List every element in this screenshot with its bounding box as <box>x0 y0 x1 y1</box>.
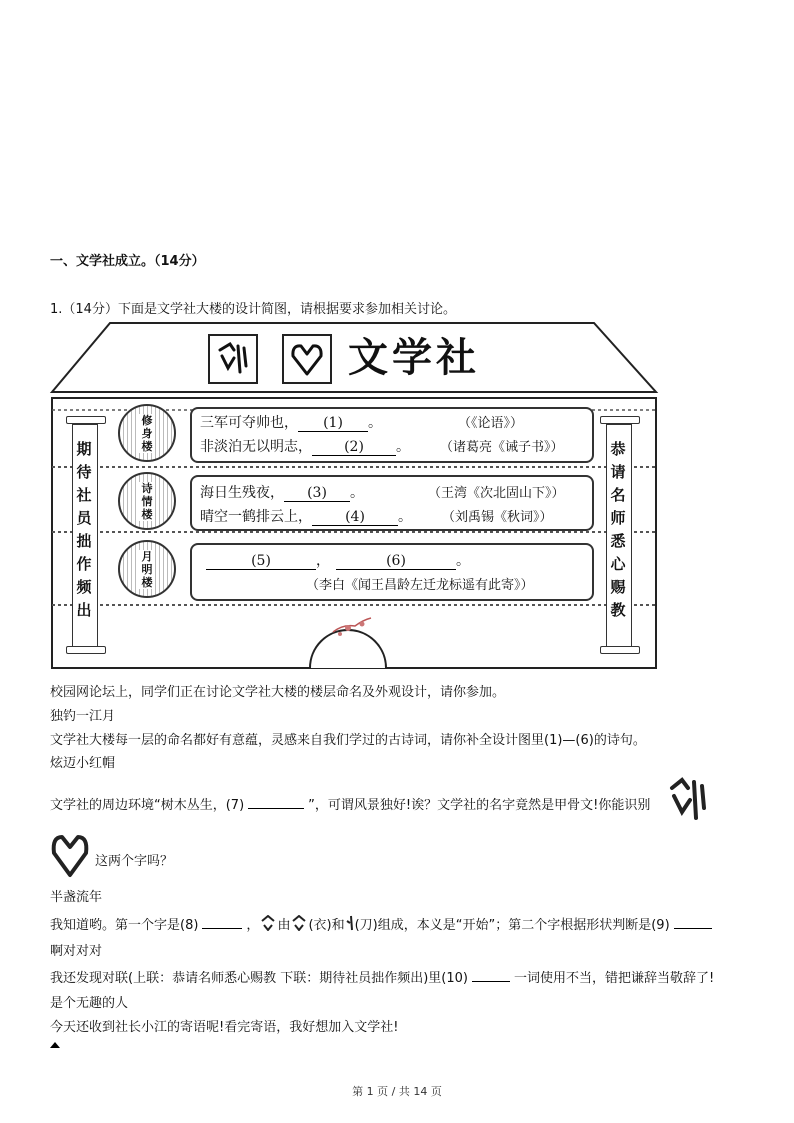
left-scroll-bottom <box>66 646 106 654</box>
paragraph-3: 文学社大楼每一层的命名都好有意蕴，灵感来自我们学过的古诗词，请你补全设计图里(1)—(6)的诗句。 <box>50 733 646 748</box>
verse-1: 三军可夺帅也， (1) 。 <box>200 415 382 431</box>
blank-10[interactable] <box>472 969 510 982</box>
page-footer: 第 1 页 / 共 14 页 <box>352 1085 442 1098</box>
verse-5-6: (5) ， (6) 。 <box>206 550 470 570</box>
collapse-arrow-icon[interactable] <box>50 1042 60 1048</box>
oracle-glyph-heart-icon <box>284 336 330 382</box>
paragraph-10: 我还发现对联(上联：恭请名师悉心赐教 下联：期待社员拙作频出)里(10) 一词使用不当，错把谦辞当敬辞了! <box>50 971 715 986</box>
right-scroll-bottom <box>600 646 640 654</box>
verse-5-6-source: （李白《闻王昌龄左迁龙标遥有此寄》） <box>306 578 534 593</box>
oracle-dao-icon <box>345 915 355 931</box>
blank-7[interactable] <box>248 796 304 809</box>
oracle-glyph-inline-2 <box>48 829 92 881</box>
username-5: 是个无趣的人 <box>50 996 129 1011</box>
oracle-glyph-inline-1 <box>662 772 714 826</box>
section-title: 一、文学社成立。（14分） <box>50 254 205 269</box>
floor-name-xiushen: 修 身 楼 <box>118 404 176 462</box>
literature-club-building <box>48 320 660 672</box>
left-scroll-top <box>66 416 106 424</box>
oracle-glyph-heart-icon <box>48 829 92 881</box>
verse-3-source: （王湾《次北固山下》） <box>428 486 565 501</box>
paragraph-1: 校园网论坛上，同学们正在讨论文学社大楼的楼层命名及外观设计，请你参加。 <box>50 685 506 700</box>
oracle-yi-icon <box>259 915 277 931</box>
paragraph-5: 文学社的周边环境“树木丛生，(7) ”，可谓风景独好!诶？文学社的名字竟然是甲骨文!你能识别 <box>50 798 651 813</box>
couplet-left: 期 待 社 员 拙 作 频 出 <box>76 440 92 619</box>
oracle-glyph-chu-icon <box>662 772 714 826</box>
paragraph-8: 我知道哟。第一个字是(8) ， 由 (衣)和 (刀)组成，本义是“开始”；第二个字根据形状判断是(9) <box>50 914 712 933</box>
oracle-glyph-1 <box>208 334 258 384</box>
oracle-glyph-2 <box>282 334 332 384</box>
oracle-glyph-chu-icon <box>210 336 256 382</box>
floor-name-shiqing: 诗 情 楼 <box>118 472 176 530</box>
username-1: 独钓一江月 <box>50 709 116 724</box>
blank-8[interactable] <box>202 916 242 929</box>
oracle-yi-icon <box>290 915 308 931</box>
verse-4: 晴空一鹤排云上， (4) 。 <box>200 509 412 525</box>
verse-2-source: （诸葛亮《诫子书》） <box>440 440 564 455</box>
blank-9[interactable] <box>674 916 712 929</box>
username-3: 半盏流年 <box>50 890 103 905</box>
question-stem: 1.（14分）下面是文学社大楼的设计简图，请根据要求参加相关讨论。 <box>50 302 456 317</box>
verse-3: 海日生残夜， (3) 。 <box>200 485 364 501</box>
couplet-right: 恭 请 名 师 悉 心 赐 教 <box>610 440 626 619</box>
verse-2: 非淡泊无以明志， (2) 。 <box>200 439 410 455</box>
username-2: 炫迈小红帽 <box>50 756 116 771</box>
paragraph-12: 今天还收到社长小江的寄语呢!看完寄语，我好想加入文学社! <box>50 1020 399 1035</box>
verse-1-source: （《论语》） <box>458 416 524 431</box>
floor-name-yueming: 月 明 楼 <box>118 540 176 598</box>
paragraph-6: 这两个字吗？ <box>95 854 174 869</box>
building-title: 文学社 <box>348 334 480 381</box>
username-4: 啊对对对 <box>50 944 103 959</box>
verse-4-source: （刘禹锡《秋词》） <box>442 510 553 525</box>
right-scroll-top <box>600 416 640 424</box>
